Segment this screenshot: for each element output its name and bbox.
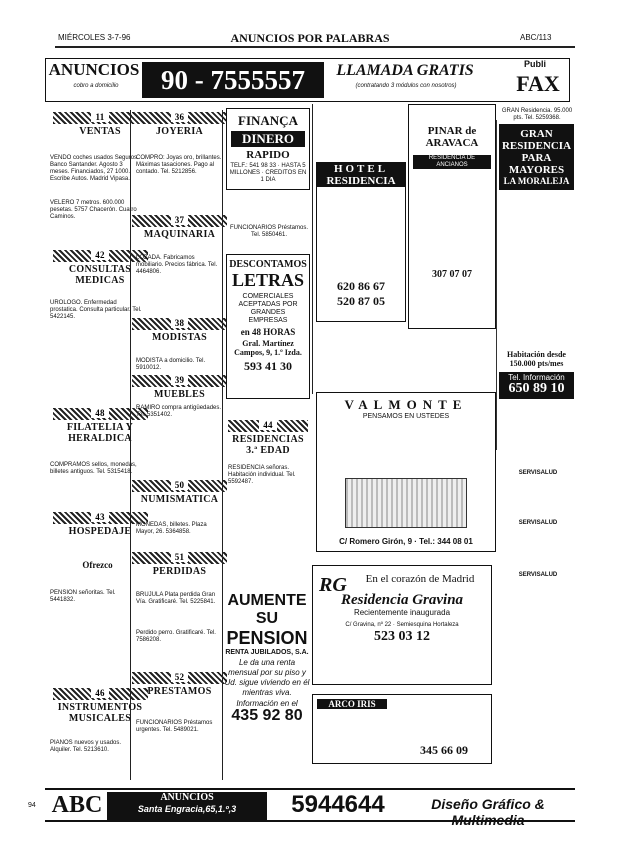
gran-l4: MAYORES (508, 164, 565, 176)
banner-cobro: cobro a domicilio (73, 83, 119, 89)
ad-residencia: RESIDENCIA señoras. Habitación individual. Tel. 5592487. (228, 465, 296, 485)
servisalud-2: SERVISALUD (518, 520, 558, 526)
gran-l3: PARA (521, 152, 552, 164)
ad-hotel (316, 162, 406, 322)
financa-l3: RAPIDO (246, 149, 290, 161)
aumente-info: Información en el (236, 699, 298, 708)
section-hospedaje: 43 HOSPEDAJE (50, 512, 150, 537)
arcoiris-tel: 345 66 09 (420, 743, 468, 757)
ad-compro: COMPRO: Joyas oro, brillantes. Máximas tasaciones. Pago al contado. Tel. 5212856. (136, 155, 222, 175)
servisalud-1: SERVISALUD (518, 470, 558, 476)
ad-pianos: PIANOS nuevos y usados. Alquiler. Tel. 5213610. (50, 740, 122, 753)
ad-monedas: MONEDAS, billetes. Plaza Mayor, 26. 5364858. (136, 522, 207, 535)
aumente-l3: PENSION (226, 628, 308, 648)
gravina-l1: En el corazón de Madrid (365, 573, 475, 585)
gran-info: Tel. Información (508, 373, 565, 382)
col-divider-3 (312, 104, 313, 394)
descontamos-l4: en 48 HORAS (240, 327, 296, 337)
section-instrumentos: 46 INSTRUMENTOS MUSICALES (50, 688, 150, 724)
section-modistas: 38 MODISTAS (132, 318, 227, 343)
pinar-tel: 307 07 07 (432, 269, 472, 280)
section-maquinaria: 37 MAQUINARIA (132, 215, 227, 240)
gran-header (499, 124, 574, 190)
ad-funcionarios2: FUNCIONARIOS Préstamos urgentes. Tel. 5489021. (136, 720, 213, 733)
section-residencias: 44 RESIDENCIAS 3.ª EDAD (226, 420, 310, 456)
descontamos-l1: DESCONTAMOS (229, 259, 307, 270)
banner-publi: Publi (524, 59, 546, 69)
ad-lozada: LOZADA. Fabricamos mobiliario. Precios fábrica. Tel. 4464806. (136, 255, 218, 275)
financa-sub: TELF.: 541 98 33 · HASTA 5 MILLONES · CREDITOS EN 1 DIA (229, 163, 307, 183)
financa-l2: DINERO (231, 131, 305, 147)
descontamos-l2: LETRAS (231, 270, 305, 290)
section-consultas: 42 CONSULTAS MEDICAS (50, 250, 150, 286)
section-muebles: 39 MUEBLES (132, 375, 227, 400)
valmonte-name: VALMONTE (344, 397, 468, 412)
hotel-tel2: 520 87 05 (337, 294, 385, 308)
footer-pagenum: 94 (28, 802, 36, 809)
banner-llamada: LLAMADA GRATIS (336, 62, 474, 79)
ad-funcionarios: FUNCIONARIOS Préstamos. Tel. 5850461. (229, 225, 308, 238)
banner-llamada-sub: (contratando 3 módulos con nosotros) (355, 83, 457, 89)
gravina-l3: Recientemente inaugurada (353, 608, 451, 617)
ad-gran (496, 108, 576, 450)
hotel-tel1: 620 86 67 (337, 279, 385, 293)
ad-arcoiris (312, 694, 492, 764)
section-numismatica: 50 NUMISMATICA (132, 480, 227, 505)
footer-address-box (107, 792, 267, 820)
banner-fax: FAX (516, 71, 560, 96)
section-perdidas: 51 PERDIDAS (132, 552, 227, 577)
ad-ramiro: RAMIRO compra antigüedades. Tel. 5351402. (136, 405, 222, 418)
section-joyeria: 36 JOYERIA (132, 112, 227, 137)
col-divider-1 (130, 110, 131, 780)
financa-l1: FINANÇA (238, 113, 298, 128)
ad-gran-res: GRAN Residencia. 95.000 pts. Tel. 5259368. (501, 108, 573, 121)
footer-slogan: Diseño Gráfico & Multimedia (431, 796, 545, 828)
section-ventas: 11 VENTAS (50, 112, 150, 137)
gran-price: Habitación desde 150.000 pts/mes (507, 350, 566, 368)
gran-l5: LA MORALEJA (503, 176, 570, 186)
section-prestamos: 52 PRESTAMOS (132, 672, 227, 697)
header-date: MIÉRCOLES 3-7-96 (58, 33, 131, 42)
ad-financa (226, 108, 310, 190)
ad-modista: MODISTA a domicilio. Tel. 5910012. (136, 358, 206, 371)
ad-velero: VELERO 7 metros. 600.000 pesetas. 5757 Chacerón. Cuatro Caminos. (50, 200, 137, 220)
gran-l1: GRAN (520, 128, 553, 140)
gravina-l2: Residencia Gravina (340, 592, 464, 608)
descontamos-tel: 593 41 30 (244, 359, 292, 373)
aumente-l2: SU (255, 610, 279, 627)
hotel-l2: RESIDENCIA (317, 175, 405, 187)
aumente-l4: RENTA JUBILADOS, S.A. (225, 649, 309, 656)
aumente-l5: Le da una renta mensual por su piso y Ud. sigue viviendo en él mientras viva. (224, 658, 310, 697)
ad-vendo: VENDO coches usados Seguros. Banco Santander. Agosto 3 meses. Financiados, 27 1000. Escribe Autos. Madrid Vipasa. (50, 155, 139, 182)
footer-brand: ABC (51, 792, 103, 818)
header-pageref: ABC/113 (520, 33, 552, 42)
ad-gravina (312, 565, 492, 685)
footer-anuncios: ANUNCIOS (160, 792, 214, 803)
header-rule (55, 46, 575, 48)
gravina-l4: C/ Gravina, nº 22 · Semiesquina Hortaleza (345, 622, 459, 628)
ad-compramos: COMPRAMOS sellos, monedas, billetes antiguos. Tel. 5315418. (50, 462, 137, 475)
banner-anuncios: ANUNCIOS (48, 60, 140, 79)
section-filatelia: 48 FILATELIA Y HERALDICA (50, 408, 150, 444)
pinar-title: PINAR de ARAVACA (425, 125, 479, 149)
header-title: ANUNCIOS POR PALABRAS (230, 31, 390, 45)
ad-aumente (222, 592, 312, 762)
banner (45, 58, 570, 102)
valmonte-sub: PENSAMOS EN USTEDES (362, 413, 450, 420)
valmonte-addr: C/ Romero Girón, 9 · Tel.: 344 08 01 (339, 537, 473, 546)
gran-l2: RESIDENCIA (501, 140, 572, 152)
ad-valmonte (316, 392, 496, 552)
ad-pension: PENSION señoritas. Tel. 5441832. (50, 590, 116, 603)
footer-addr: Santa Engracia,65,1.º,3 (137, 804, 237, 814)
banner-phone: 90 - 7555557 (142, 62, 324, 98)
ad-descontamos (226, 254, 310, 399)
ad-urologo: UROLOGO. Enfermedad prostatica. Consulta particular. Tel. 5422145. (50, 300, 142, 320)
aumente-tel: 435 92 80 (231, 707, 303, 724)
gran-tel: 650 89 10 (508, 381, 565, 396)
descontamos-l5: Gral. Martínez Campos, 9, 1.º Izda. (234, 339, 302, 357)
gran-info-box (499, 372, 574, 399)
valmonte-photo (345, 478, 467, 528)
gravina-tel: 523 03 12 (374, 629, 430, 644)
ad-ofrezco: Ofrezco (82, 560, 113, 570)
footer-banner (45, 788, 575, 828)
ad-pinar (408, 104, 496, 329)
hotel-l1: HOTEL (317, 163, 405, 175)
arcoiris-name: ARCO IRIS (317, 699, 387, 709)
servisalud-3: SERVISALUD (518, 572, 558, 578)
aumente-l1: AUMENTE (227, 592, 307, 609)
col-divider-2 (222, 110, 223, 780)
pinar-sub: RESIDENCIA DE ANCIANOS (413, 155, 491, 169)
ad-brujula: BRUJULA Plata perdida Gran Vía. Gratificaré. Tel. 5225841. (136, 592, 216, 605)
footer-phone: 5944644 (291, 791, 385, 818)
ad-perdido: Perdido perro. Gratificaré. Tel. 7586208. (136, 630, 216, 643)
gravina-logo: RG (319, 574, 347, 596)
descontamos-l3: COMERCIALES ACEPTADAS POR GRANDES EMPRESAS (238, 293, 298, 324)
